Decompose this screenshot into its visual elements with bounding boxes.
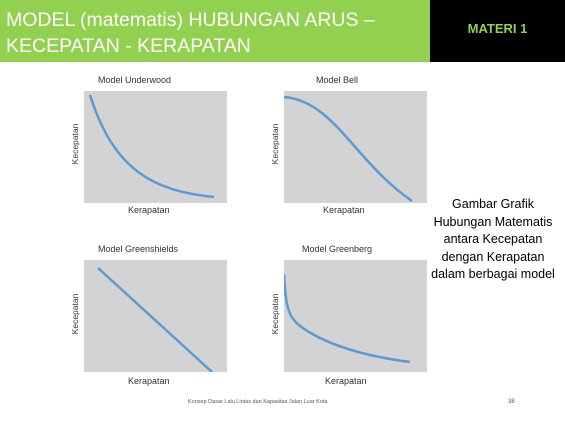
curve-bell [284, 91, 427, 203]
title-bar [0, 0, 430, 62]
materi-badge [430, 0, 565, 62]
xlabel-underwood: Kerapatan [128, 205, 170, 215]
plot-title-greenshields: Model Greenshields [98, 244, 179, 254]
plot-title-greenberg: Model Greenberg [302, 244, 373, 254]
ylabel-bell: Kecepatan [270, 123, 280, 165]
plot-area-bell [284, 91, 427, 203]
materi-badge-label: MATERI 1 [467, 21, 528, 36]
plot-area-underwood [84, 91, 227, 203]
xlabel-greenshields: Kerapatan [128, 376, 170, 386]
curve-greenshields [84, 260, 227, 372]
plot-area-greenshields [84, 260, 227, 372]
figure-caption: Gambar Grafik Hubungan Matematis antara Kecepatan dengan Kerapatan dalam berbagai model [431, 197, 555, 281]
curve-underwood [84, 91, 227, 203]
ylabel-greenshields: Kecepatan [70, 293, 80, 335]
plot-title-underwood: Model Underwood [98, 75, 172, 85]
xlabel-greenberg: Kerapatan [325, 376, 367, 386]
plot-title-bell: Model Bell [316, 75, 359, 85]
plot-area-greenberg [284, 260, 427, 372]
page-number: 38 [508, 399, 515, 405]
slide-title: MODEL (matematis) HUBUNGAN ARUS – KECEPATAN - KERAPATAN [6, 9, 375, 57]
curve-greenberg [284, 260, 427, 372]
footer-text: Konsep Dasar Lalu Lintas dan Kapasitas Jalan Luar Kota [188, 399, 328, 405]
ylabel-greenberg: Kecepatan [270, 293, 280, 335]
ylabel-underwood: Kecepatan [70, 123, 80, 165]
xlabel-bell: Kerapatan [323, 205, 365, 215]
